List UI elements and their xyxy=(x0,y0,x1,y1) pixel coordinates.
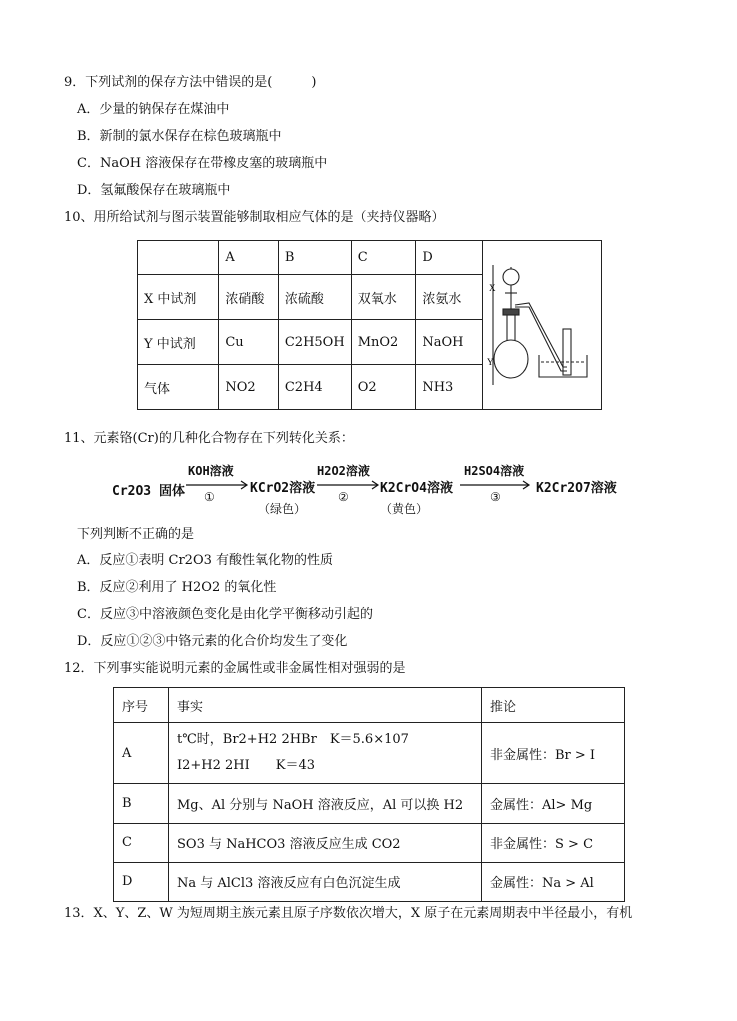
q10-apparatus-cell xyxy=(482,241,601,410)
q12-row xyxy=(114,823,625,862)
q11-option-b: B．反应②利用了 H2O2 的氧化性 xyxy=(77,580,277,595)
q9-option-c: C．NaOH 溶液保存在带橡皮塞的玻璃瓶中 xyxy=(77,156,328,171)
q10-cell: NH3 xyxy=(416,365,483,410)
q12-header-row xyxy=(114,688,625,723)
q12-header-cell: 事实 xyxy=(169,688,482,723)
q10-cell: NO2 xyxy=(219,365,279,410)
q13-stem: 13．X、Y、Z、W 为短周期主族元素且原子序数依次增大，X 原子在元素周期表中半径最小，有机 xyxy=(64,906,633,921)
q10-header-cell: B xyxy=(278,241,351,275)
q12-row-id: C xyxy=(114,823,169,862)
q12-row-fact: Na 与 AlCl3 溶液反应有白色沉淀生成 xyxy=(169,862,482,901)
q10-cell: NaOH xyxy=(416,320,483,365)
q12-row xyxy=(114,784,625,823)
q12-fact-line: I2+H2 2HI K＝43 xyxy=(177,758,316,774)
scheme-p1: KCrO2溶液 xyxy=(250,481,316,496)
q12-row-inference: 非金属性：S > C xyxy=(482,823,625,862)
q12-row-inference: 金属性：Na > Al xyxy=(482,862,625,901)
q10-header-cell: C xyxy=(351,241,416,275)
q12-row-inference: 金属性：Al> Mg xyxy=(482,784,625,823)
q10-table xyxy=(137,240,602,410)
q12-row-fact xyxy=(169,723,482,784)
q10-stem: 10、用所给试剂与图示装置能够制取相应气体的是（夹持仪器略） xyxy=(64,210,445,225)
q12-row-id: D xyxy=(114,862,169,901)
scheme-r3-reagent: H2SO4溶液 xyxy=(464,464,525,478)
q12-row xyxy=(114,862,625,901)
q12-header-cell: 序号 xyxy=(114,688,169,723)
scheme-p1-color: （绿色） xyxy=(258,502,307,516)
q10-row-label: X 中试剂 xyxy=(138,275,219,320)
q10-row-label: Y 中试剂 xyxy=(138,320,219,365)
q9-option-d: D．氢氟酸保存在玻璃瓶中 xyxy=(77,183,231,198)
gas-generation-apparatus-icon xyxy=(483,245,601,405)
reaction-arrow-icon xyxy=(186,480,250,490)
scheme-start: Cr2O3 固体 xyxy=(112,484,185,499)
scheme-r1-num: ① xyxy=(204,490,215,504)
q12-header-cell: 推论 xyxy=(482,688,625,723)
q10-cell: O2 xyxy=(351,365,416,410)
q11-stem: 11、元素铬(Cr)的几种化合物存在下列转化关系： xyxy=(64,431,354,446)
q9-stem: 9．下列试剂的保存方法中错误的是( ) xyxy=(64,75,317,90)
q12-fact-line: t℃时，Br2+H2 2HBr K＝5.6×107 xyxy=(177,732,409,748)
apparatus-label-x: X xyxy=(488,283,496,293)
q10-header-cell: A xyxy=(219,241,279,275)
q10-header-cell: D xyxy=(416,241,483,275)
scheme-p2-color: （黄色） xyxy=(380,502,429,516)
scheme-p3: K2Cr2O7溶液 xyxy=(536,481,617,496)
q12-row-fact: SO3 与 NaHCO3 溶液反应生成 CO2 xyxy=(169,823,482,862)
q12-row-id: B xyxy=(114,784,169,823)
q12-row xyxy=(114,723,625,784)
q10-cell: MnO2 xyxy=(351,320,416,365)
q12-row-fact: Mg、Al 分别与 NaOH 溶液反应，Al 可以换 H2 xyxy=(169,784,482,823)
q10-cell: 双氧水 xyxy=(351,275,416,320)
q11-option-a: A．反应①表明 Cr2O3 有酸性氧化物的性质 xyxy=(77,553,334,568)
reaction-arrow-icon xyxy=(317,480,381,490)
q12-row-id: A xyxy=(114,723,169,784)
q10-cell: C2H4 xyxy=(278,365,351,410)
q11-prompt: 下列判断不正确的是 xyxy=(77,527,195,542)
q10-header-row xyxy=(138,241,602,275)
q10-cell: Cu xyxy=(219,320,279,365)
q11-reaction-scheme xyxy=(112,460,632,520)
q11-option-c: C．反应③中溶液颜色变化是由化学平衡移动引起的 xyxy=(77,607,373,622)
q12-table xyxy=(113,687,625,902)
q10-cell: 浓硝酸 xyxy=(219,275,279,320)
q10-row-label: 气体 xyxy=(138,365,219,410)
q12-row-inference: 非金属性：Br > I xyxy=(482,723,625,784)
q10-cell: C2H5OH xyxy=(278,320,351,365)
q11-option-d: D．反应①②③中铬元素的化合价均发生了变化 xyxy=(77,634,348,649)
scheme-r3-num: ③ xyxy=(490,490,501,504)
q10-cell: 浓硫酸 xyxy=(278,275,351,320)
q9-option-b: B．新制的氯水保存在棕色玻璃瓶中 xyxy=(77,129,282,144)
q12-stem: 12．下列事实能说明元素的金属性或非金属性相对强弱的是 xyxy=(64,661,406,676)
q10-header-cell xyxy=(138,241,219,275)
scheme-r2-reagent: H2O2溶液 xyxy=(317,464,370,478)
q9-option-a: A．少量的钠保存在煤油中 xyxy=(77,102,230,117)
scheme-r1-reagent: KOH溶液 xyxy=(188,464,234,478)
q10-cell: 浓氨水 xyxy=(416,275,483,320)
reaction-arrow-icon xyxy=(460,480,532,490)
scheme-p2: K2CrO4溶液 xyxy=(380,481,453,496)
apparatus-label-y: Y xyxy=(486,357,494,367)
scheme-r2-num: ② xyxy=(338,490,349,504)
